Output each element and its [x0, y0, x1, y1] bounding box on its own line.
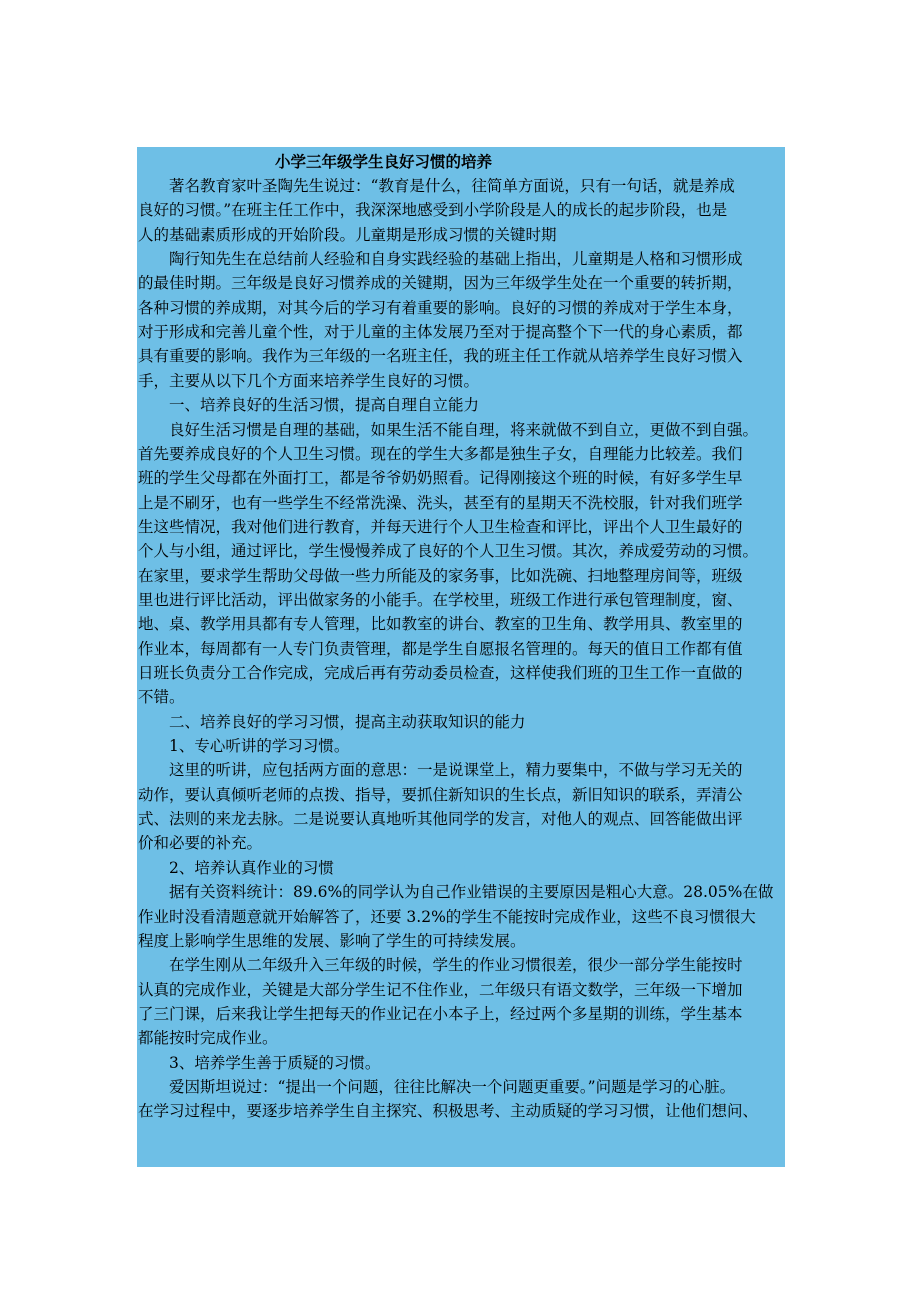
text-line: 都能按时完成作业。	[138, 1029, 278, 1048]
text-line: 程度上影响学生思维的发展、影响了学生的可持续发展。	[138, 931, 526, 950]
text-line: 手，主要从以下几个方面来培养学生良好的习惯。	[138, 371, 480, 390]
text-line: 爱因斯坦说过：“提出一个问题，往往比解决一个问题更重要。”问题是学习的心脏。	[169, 1077, 736, 1096]
text-line: 生这些情况，我对他们进行教育，并每天进行个人卫生检查和评比，评出个人卫生最好的	[138, 517, 743, 536]
text-line: 一、培养良好的生活习惯，提高自理自立能力	[169, 396, 480, 415]
text-line: 价和必要的补充。	[138, 834, 263, 853]
text-line: 二、培养良好的学习习惯，提高主动获取知识的能力	[169, 712, 526, 731]
text-line: 地、桌、教学用具都有专人管理，比如教室的讲台、教室的卫生角、教学用具、教室里的	[138, 615, 743, 634]
text-line: 良好的习惯。”在班主任工作中，我深深地感受到小学阶段是人的成长的起步阶段，也是	[138, 201, 728, 220]
text-line: 首先要养成良好的个人卫生习惯。现在的学生大多都是独生子女，自理能力比较差。我们	[138, 444, 743, 463]
text-line: 动作，要认真倾听老师的点拨、指导，要抓住新知识的生长点，新旧知识的联系，弄清公	[138, 785, 743, 804]
text-line: 认真的完成作业，关键是大部分学生记不住作业，二年级只有语文数学，三年级一下增加	[138, 980, 743, 999]
document-title: 小学三年级学生良好习惯的培养	[275, 152, 493, 171]
text-line: 了三门课，后来我让学生把每天的作业记在小本子上，经过两个多星期的训练，学生基本	[138, 1004, 743, 1023]
text-line: 不错。	[138, 688, 185, 707]
text-line: 个人与小组，通过评比，学生慢慢养成了良好的个人卫生习惯。其次，养成爱劳动的习惯。	[138, 542, 759, 561]
text-line: 据有关资料统计：89.6%的同学认为自己作业错误的主要原因是粗心大意。28.05%在做	[169, 883, 774, 902]
text-line: 在学生刚从二年级升入三年级的时候，学生的作业习惯很差，很少一部分学生能按时	[169, 956, 743, 975]
text-line: 在学习过程中，要逐步培养学生自主探究、积极思考、主动质疑的学习习惯，让他们想问、	[138, 1102, 759, 1121]
text-line: 作业时没看清题意就开始解答了，还要 3.2%的学生不能按时完成作业，这些不良习惯很大	[138, 907, 756, 926]
text-line: 的最佳时期。三年级是良好习惯养成的关键期，因为三年级学生处在一个重要的转折期，	[138, 274, 743, 293]
text-block	[137, 147, 785, 1167]
text-line: 1、专心听讲的学习习惯。	[169, 737, 350, 756]
text-line: 作业本，每周都有一人专门负责管理，都是学生自愿报名管理的。每天的值日工作都有值	[138, 639, 743, 658]
text-line: 具有重要的影响。我作为三年级的一名班主任，我的班主任工作就从培养学生良好习惯入	[138, 347, 743, 366]
text-line: 3、培养学生善于质疑的习惯。	[169, 1053, 381, 1072]
text-line: 这里的听讲，应包括两方面的意思：一是说课堂上，精力要集中，不做与学习无关的	[169, 761, 743, 780]
text-line: 式、法则的来龙去脉。二是说要认真地听其他同学的发言，对他人的观点、回答能做出评	[138, 810, 743, 829]
text-line: 2、培养认真作业的习惯	[169, 858, 334, 877]
text-line: 良好生活习惯是自理的基础，如果生活不能自理，将来就做不到自立，更做不到自强。	[169, 420, 759, 439]
text-line: 各种习惯的养成期，对其今后的学习有着重要的影响。良好的习惯的养成对于学生本身，	[138, 298, 743, 317]
text-line: 在家里，要求学生帮助父母做一些力所能及的家务事，比如洗碗、扫地整理房间等，班级	[138, 566, 743, 585]
text-line: 人的基础素质形成的开始阶段。儿童期是形成习惯的关键时期	[138, 225, 557, 244]
text-line: 里也进行评比活动，评出做家务的小能手。在学校里，班级工作进行承包管理制度，窗、	[138, 590, 743, 609]
text-line: 日班长负责分工合作完成，完成后再有劳动委员检查，这样使我们班的卫生工作一直做的	[138, 664, 743, 682]
text-line: 对于形成和完善儿童个性，对于儿童的主体发展乃至对于提高整个下一代的身心素质，都	[138, 323, 743, 342]
text-line: 著名教育家叶圣陶先生说过：“教育是什么，往简单方面说，只有一句话，就是养成	[169, 177, 735, 195]
text-line: 班的学生父母都在外面打工，都是爷爷奶奶照看。记得刚接这个班的时候，有好多学生早	[138, 469, 743, 488]
text-line: 陶行知先生在总结前人经验和自身实践经验的基础上指出，儿童期是人格和习惯形成	[169, 250, 743, 269]
text-line: 上是不刷牙，也有一些学生不经常洗澡、洗头，甚至有的星期天不洗校服，针对我们班学	[138, 493, 743, 512]
